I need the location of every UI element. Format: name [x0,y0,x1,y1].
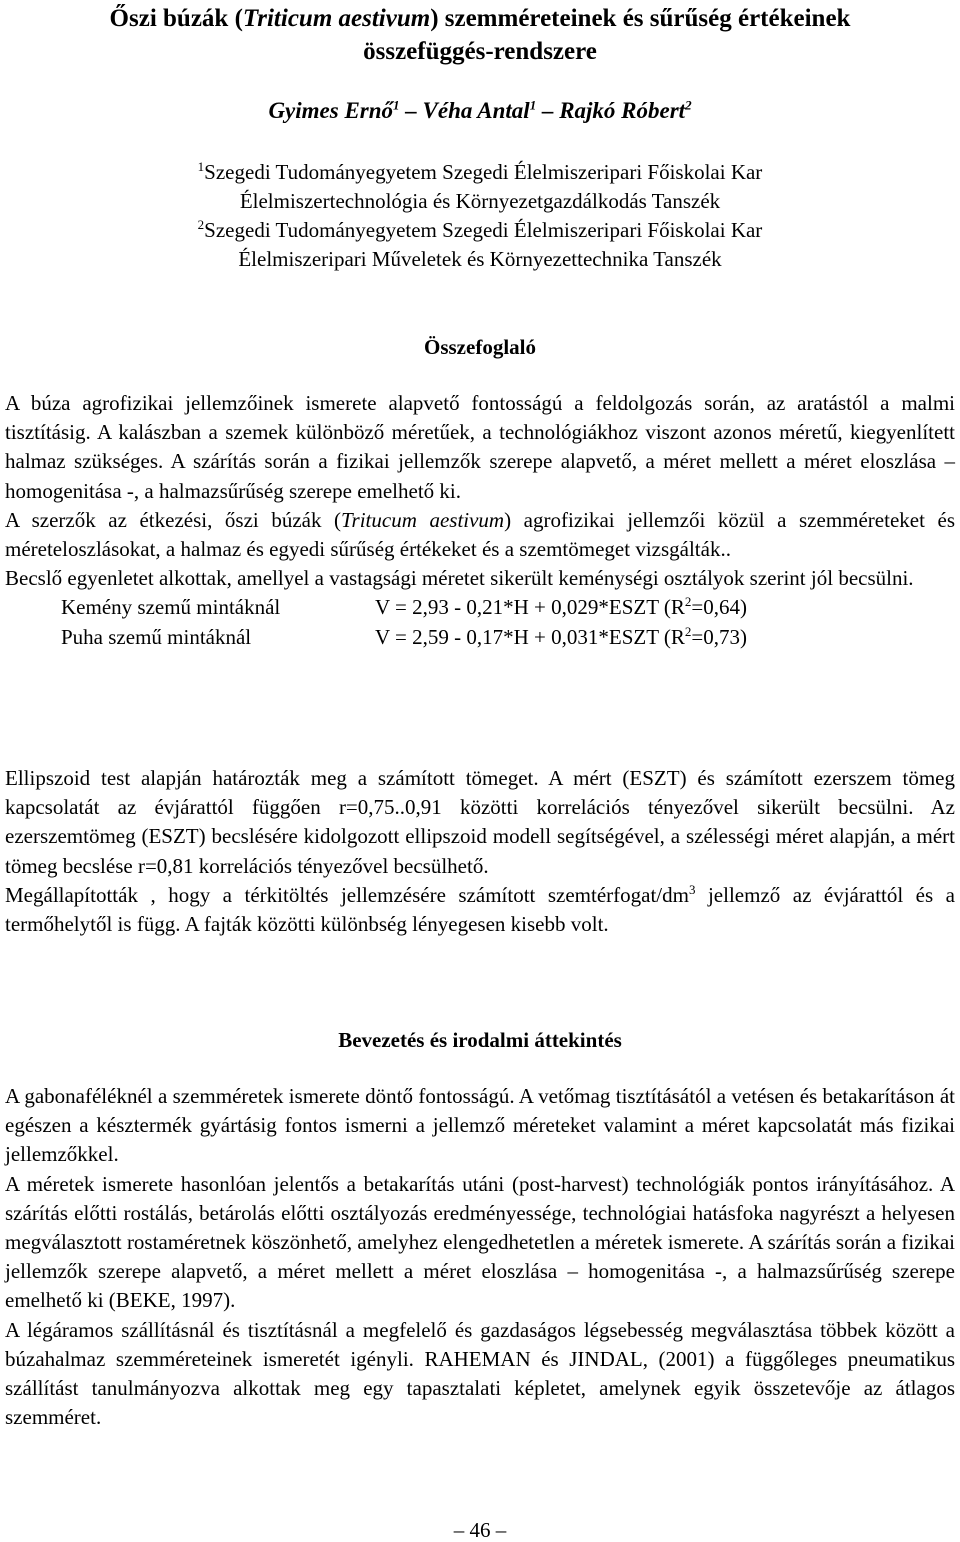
intro-paragraph: A gabonaféléknél a szemméretek ismerete döntő fontosságú. A vetőmag tisztításától a vetésen és betakarításon át egészen a késztermék gyártásig fontos ismerni a jellemző méreteket valamint a méret kapcsolatát más fizikai jellemzőkkel. [5,1084,955,1167]
intro-paragraph: A légáramos szállításnál és tisztításnál a megfelelő és gazdaságos légsebesség megválasztása többek között a búzahalmaz szemméreteinek ismeretét igényli. RAHEMAN és JINDAL, (2001) a függőleges pneumatikus szállítást tanulmányozva alkottak meg egy tapasztalati képletet, amelynek egyik összetevője az átlagos szemméret. [5,1317,955,1430]
abstract-paragraph: Becslő egyenletet alkottak, amellyel a vastagsági méretet sikerült keménységi osztályok szerint jól becsülni. [5,566,914,591]
author-separator: – [536,98,560,123]
formula-superscript: 2 [684,623,692,639]
abstract-species-italic: Tritucum aestivum [341,507,505,532]
abstract-paragraph [5,506,955,564]
abstract-text: jellemző az évjárattól és a termőhelytől is függ. A fajták közötti különbség lényegesen kisebb volt. [5,882,955,937]
abstract-text: A szerzők az étkezési, őszi búzák ( [5,507,342,532]
equation-label: Kemény szemű mintáknál [61,595,281,620]
abstract-paragraph: A búza agrofizikai jellemzőinek ismerete alapvető fontosságú a feldolgozás során, az aratástól a malmi tisztításig. A kalászban a szemek különböző méretűek, a technológiákhoz viszont azonos méretű, kiegyenlített halmaz szükséges. A szárítás során a fizikai jellemzők szerepe alapvető, a méret mellett a méret eloszlása – homogenitása -, a halmazsűrűség szerepe emelhető ki. [5,391,955,503]
title-species-italic: Triticum aestivum [242,5,431,32]
abstract-text: Megállapították , hogy a térkitöltés jellemzésére számított szemtérfogat/dm [5,882,689,907]
author-separator: – [399,98,423,123]
paper-title [30,2,930,68]
formula-text: V = 2,93 - 0,21*H + 0,029*ESZT (R [375,595,685,620]
intro-heading: Bevezetés és irodalmi áttekintés [338,1028,622,1052]
formula-text: =0,73) [691,624,748,649]
affiliation-institution: Szegedi Tudományegyetem Szegedi Élelmiszeripari Főiskolai Kar [204,160,763,184]
abstract-superscript: 3 [688,881,696,897]
formula-text: =0,64) [691,595,748,620]
abstract-body-continued [5,764,955,939]
author-name: Véha Antal [422,98,530,123]
abstract-paragraph: Ellipszoid test alapján határozták meg a számított tömeget. A mért (ESZT) és számított ezerszem tömeg kapcsolatát az évjárattól függően r=0,75..0,91 közötti korrelációs tényezővel sikerült becsülni. Az ezerszemtömeg (ESZT) becslésére kidolgozott ellipszoid modell segítségével, a szélességi méret alapján, a mért tömeg becslése r=0,81 korrelációs tényezővel becsülhető. [5,766,955,878]
author-affil-mark: 1 [393,97,400,113]
formula-text: V = 2,59 - 0,17*H + 0,031*ESZT (R [375,624,685,649]
affiliation-mark: 2 [197,217,205,232]
equation-formula [375,593,747,622]
author-list [0,96,960,126]
formula-superscript: 2 [684,594,692,610]
affiliation-institution: Szegedi Tudományegyetem Szegedi Élelmiszeripari Főiskolai Kar [204,218,763,242]
affiliation-department: Élelmiszeripari Műveletek és Környezettechnika Tanszék [238,247,722,271]
page-number: – 46 – [453,1518,507,1542]
author-affil-mark: 2 [685,97,692,113]
abstract-text: ) agrofizikai jellemzői közül a szemméreteket és méreteloszlásokat, a halmaz és egyedi sűrűség értékeket és a szemtömeget vizsgálták.. [5,507,955,562]
equation-row [61,623,747,652]
affiliation-department: Élelmiszertechnológia és Környezetgazdálkodás Tanszék [239,189,721,213]
author-name: Rajkó Róbert [559,98,686,123]
intro-body [5,1082,955,1432]
title-text-b: ) szemméreteinek és sűrűség értékeinek [430,5,851,32]
equation-table [61,593,747,651]
affiliations [0,158,960,274]
affiliation-mark: 1 [197,159,205,174]
intro-paragraph: A méretek ismerete hasonlóan jelentős a betakarítás utáni (post-harvest) technológiák pontos irányításához. A szárítás előtti rostálás, betárolás előtti osztályozás eredményessége, technológiai hatásfoka nagyrészt a helyesen megválasztott rostaméretnek köszönhető, amelyhez elengedhetetlen a méretek ismerete. A szárítás során a fizikai jellemzők szerepe alapvető, a méret mellett a méret eloszlása – homogenitása -, a halmazsűrűség szerepe emelhető ki (BEKE, 1997). [5,1171,955,1313]
author-affil-mark: 1 [529,97,537,113]
equation-formula [375,623,747,652]
author-name: Gyimes Ernő [268,98,394,123]
abstract-paragraph [5,881,955,939]
title-text-a: Őszi búzák ( [109,5,243,32]
equation-label: Puha szemű mintáknál [61,624,252,649]
abstract-heading: Összefoglaló [424,335,536,359]
title-line-2: összefüggés-rendszere [363,38,597,65]
equation-row [61,593,747,622]
abstract-body [5,389,955,652]
